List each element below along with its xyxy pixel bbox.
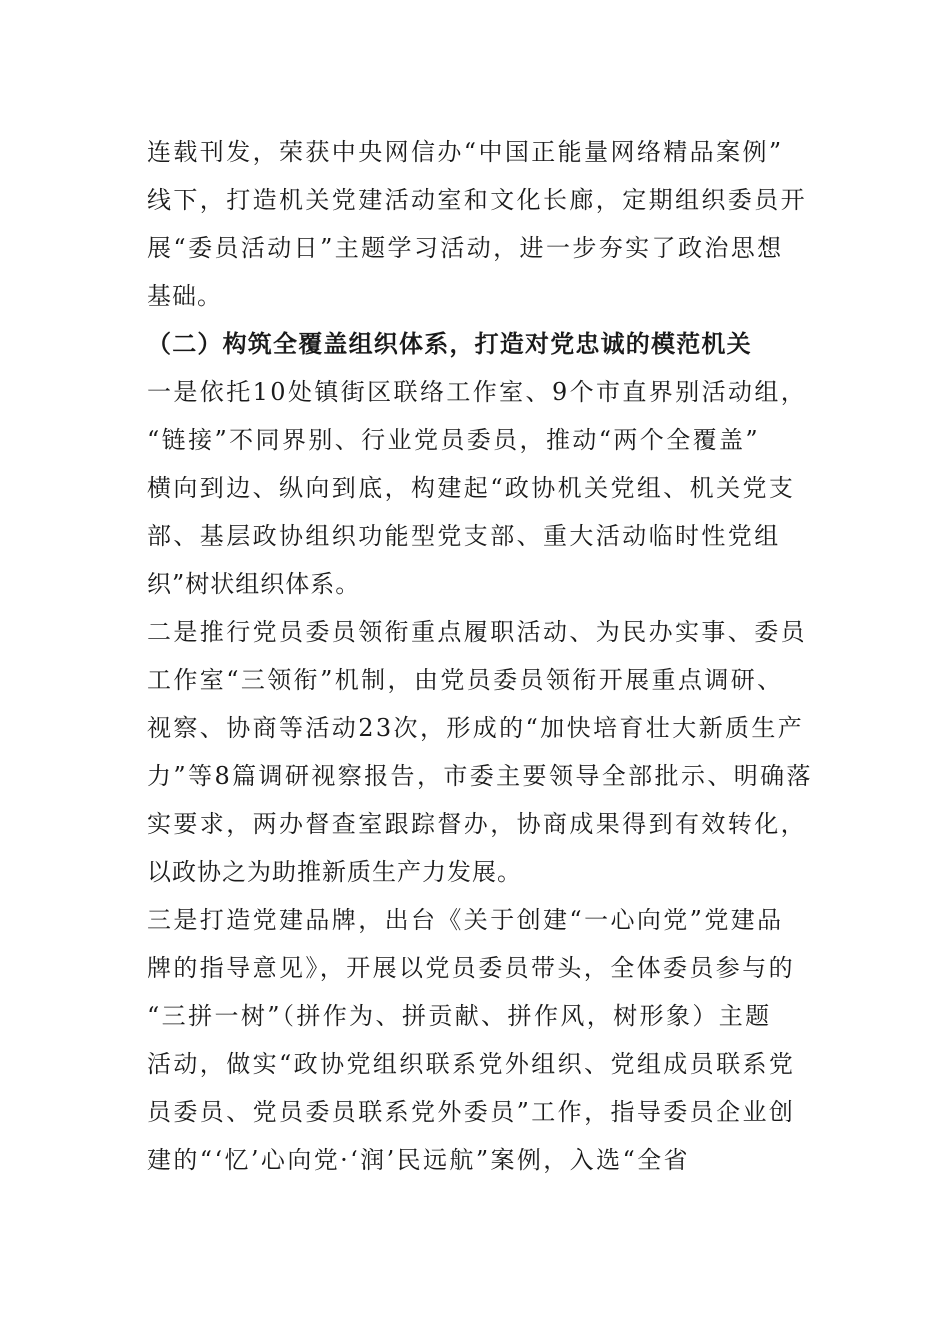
intro-paragraph (147, 128, 807, 320)
text-line: 部、基层政协组织功能型党支部、重大活动临时性党组 (147, 522, 781, 550)
text-line: 工作室“三领衔”机制，由党员委员领衔开展重点调研、 (147, 666, 784, 694)
text-line: 力”等8篇调研视察报告，市委主要领导全部批示、明确落 (147, 762, 813, 790)
item-three-paragraph (147, 896, 807, 1184)
document-body (147, 128, 813, 1184)
item-one-paragraph (147, 368, 807, 608)
text-line: 横向到边、纵向到底，构建起“政协机关党组、机关党支 (147, 474, 796, 502)
text-line: 连载刊发，荣获中央网信办“中国正能量网络精品案例” (147, 138, 784, 166)
text-line: 视察、协商等活动23次，形成的“加快培育壮大新质生产 (147, 714, 805, 742)
text-line: 以政协之为助推新质生产力发展。 (147, 858, 522, 886)
text-line: 一是依托10处镇街区联络工作室、9个市直界别活动组， (147, 378, 808, 406)
text-line: 实要求，两办督查室跟踪督办，协商成果得到有效转化， (147, 810, 807, 838)
section-heading: （二）构筑全覆盖组织体系，打造对党忠诚的模范机关 (147, 329, 752, 358)
text-line: 织”树状组织体系。 (147, 570, 361, 598)
text-line: 展“委员活动日”主题学习活动，进一步夯实了政治思想 (147, 234, 784, 262)
text-line: 三是打造党建品牌，出台《关于创建“一心向党”党建品 (147, 906, 784, 934)
text-line: “三拼一树”（拼作为、拼贡献、拼作风，树形象）主题 (147, 1002, 772, 1030)
text-line: “链接”不同界别、行业党员委员，推动“两个全覆盖” (147, 426, 761, 454)
text-line: 基础。 (147, 282, 222, 310)
item-two-paragraph (147, 608, 813, 896)
text-line: 活动，做实“政协党组织联系党外组织、党组成员联系党 (147, 1050, 796, 1078)
text-line: 建的“‘忆’心向党·‘润’民远航”案例，入选“全省 (147, 1146, 690, 1174)
text-line: 员委员、党员委员联系党外委员”工作，指导委员企业创 (147, 1098, 796, 1126)
text-line: 牌的指导意见》，开展以党员委员带头，全体委员参与的 (147, 954, 795, 982)
text-line: 线下，打造机关党建活动室和文化长廊，定期组织委员开 (147, 186, 807, 214)
text-line: 二是推行党员委员领衔重点履职活动、为民办实事、委员 (147, 618, 807, 646)
